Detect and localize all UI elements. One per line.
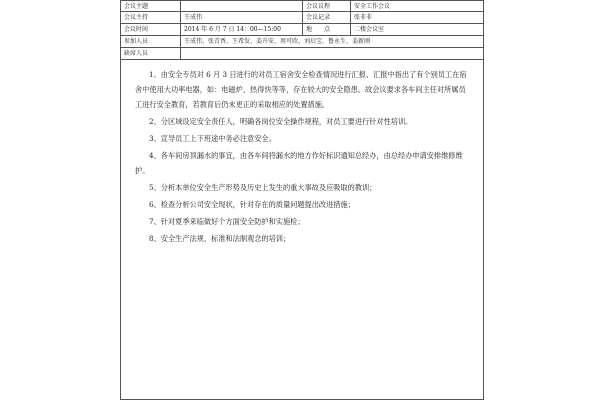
recorder-label: 会议记录 bbox=[303, 12, 351, 23]
header-row-absent bbox=[121, 48, 483, 60]
header-row-host bbox=[121, 12, 483, 24]
time-value: 2014 年 6 月 7 日 14：00—15:00 bbox=[181, 24, 303, 35]
minutes-item: 1、由安全专员对 6 月 3 日进行的对员工宿舍安全检查情况进行汇报、汇报中指出了有个别员工在宿舍中使用大功率电器，如：电磁炉、热得快等等，存在较大的安全隐患。故会议要求各车间主任对所属员工进行安全教育，若教育后仍未更正的采取相应的处置措施。 bbox=[135, 70, 467, 109]
minutes-item: 2、分区域设定安全责任人，明确各岗位安全操作规程，对员工要进行针对性培训。 bbox=[149, 117, 413, 126]
agenda-value: 安全工作会议 bbox=[354, 3, 391, 10]
minutes-item: 7、针对夏季来临做好个方面安全防护和实施检； bbox=[149, 217, 305, 226]
absent-value bbox=[181, 48, 483, 59]
topic-label: 会议主题 bbox=[121, 1, 181, 11]
topic-value bbox=[181, 1, 303, 11]
location-label: 地 点 bbox=[303, 24, 351, 35]
absent-label: 缺席人员 bbox=[121, 48, 181, 59]
header-row-time bbox=[121, 24, 483, 36]
meeting-minutes-form bbox=[120, 0, 484, 400]
recorder-value: 张非非 bbox=[354, 14, 373, 21]
host-label: 会议主持 bbox=[121, 12, 181, 23]
time-label: 会议时间 bbox=[121, 24, 181, 35]
agenda-label: 会议议程 bbox=[303, 1, 351, 11]
host-value: 王成伟 bbox=[181, 12, 303, 23]
location-value: 二楼会议室 bbox=[354, 26, 385, 33]
minutes-body bbox=[121, 67, 483, 248]
minutes-item: 8、安全生产法规、标准和法制观念的培训； bbox=[149, 234, 291, 243]
minutes-item: 3、宣导员工上下班途中务必注意安全。 bbox=[149, 134, 276, 143]
header-row-topic bbox=[121, 0, 483, 12]
attendees-value: 王成伟、张青香、王希发、姜升安、周可欣、刘启宝、鲁永生、姜新刚 bbox=[184, 38, 371, 45]
minutes-item: 5、分析本单位安全生产形势及历史上发生的重大事故及应吸取的教训； bbox=[149, 183, 377, 192]
attendees-label: 参加人员 bbox=[121, 36, 181, 47]
minutes-item: 4、各车间房顶漏水的事宜，由各车间将漏水的地方作好标识通知总经办，由总经办申请安排维修维护。 bbox=[135, 151, 463, 175]
minutes-item: 6、检查分析公司安全现状，针对存在的质量问题提出改进措施； bbox=[149, 200, 355, 209]
header-row-attendees bbox=[121, 36, 483, 48]
